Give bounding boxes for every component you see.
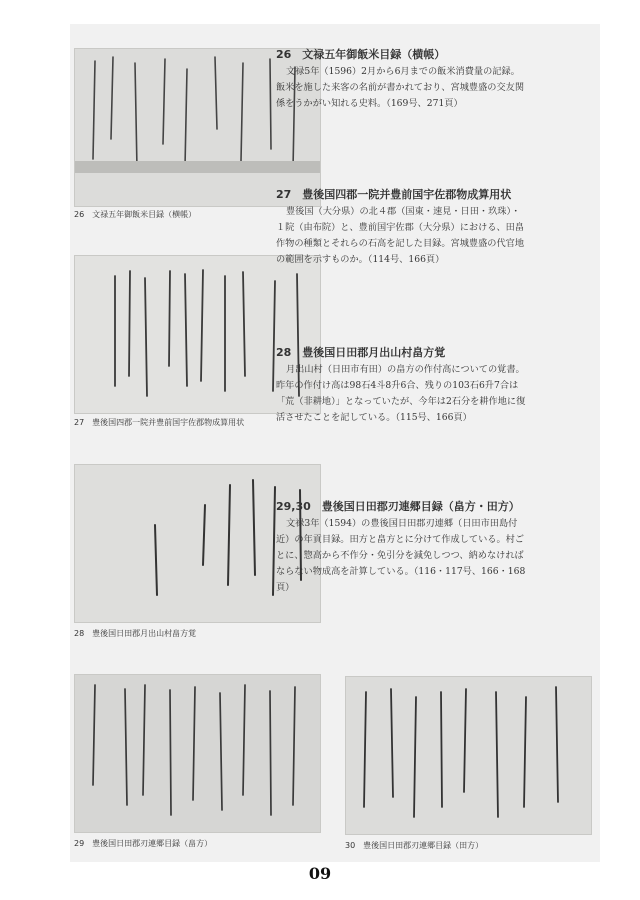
entry-body: 豊後国（大分県）の北４郡（国東・速見・日田・玖珠）・１院（由布院）と、豊前国宇佐郡（大分県）における、田畠作物の種類とそれらの石高を記した目録。宮城豊盛の代官地の範囲を示すものか。（114号、166頁） [276, 206, 525, 265]
caption-28: 28 豊後国日田郡月出山村畠方覚 [74, 629, 197, 638]
entry-title: 27 豊後国四郡一院并豊前国宇佐郡物成算用状 [276, 188, 512, 201]
entry-29-30 [276, 500, 526, 596]
document-photo-29 [74, 674, 321, 833]
entry-26 [276, 48, 526, 112]
caption-30: 30 豊後国日田郡刃連郷目録（田方） [345, 841, 484, 850]
document-photo-30 [345, 676, 592, 835]
entry-body: 文禄5年（1596）2月から6月までの飯米消費量の記録。飯米を施した来客の名前が書かれており、宮城豊盛の交友関係をうかがい知れる史料。（169号、271頁） [276, 66, 525, 109]
caption-26: 26 文禄五年御飯米目録（横帳） [74, 210, 197, 219]
manuscript-image [75, 675, 320, 832]
entry-28 [276, 346, 526, 426]
entry-title: 26 文禄五年御飯米目録（横帳） [276, 48, 446, 61]
caption-29: 29 豊後国日田郡刃連郷目録（畠方） [74, 839, 213, 848]
page-number: 09 [308, 864, 332, 883]
entry-body: 文禄3年（1594）の豊後国日田郡刃連郷（日田市田島付近）の年貢目録。田方と畠方とに分けて作成している。村ごとに、惣高から不作分・免引分を減免しつつ、納めなければならない物成高を計算している。（116・117号、166・168頁） [276, 518, 526, 593]
entry-title: 28 豊後国日田郡月出山村畠方覚 [276, 346, 446, 359]
caption-27: 27 豊後国四郡一院并豊前国宇佐郡物成算用状 [74, 418, 245, 427]
entry-title: 29,30 豊後国日田郡刃連郷目録（畠方・田方） [276, 500, 520, 513]
entry-body: 月出山村（日田市有田）の畠方の作付高についての覚書。昨年の作付け高は98石4斗8升6合、残りの103石6升7合は「荒（非耕地）」となっていたが、今年は2石分を耕作地に復活させたことを記している。（115号、166頁） [276, 364, 526, 423]
entry-27 [276, 188, 526, 268]
manuscript-image [346, 677, 591, 834]
